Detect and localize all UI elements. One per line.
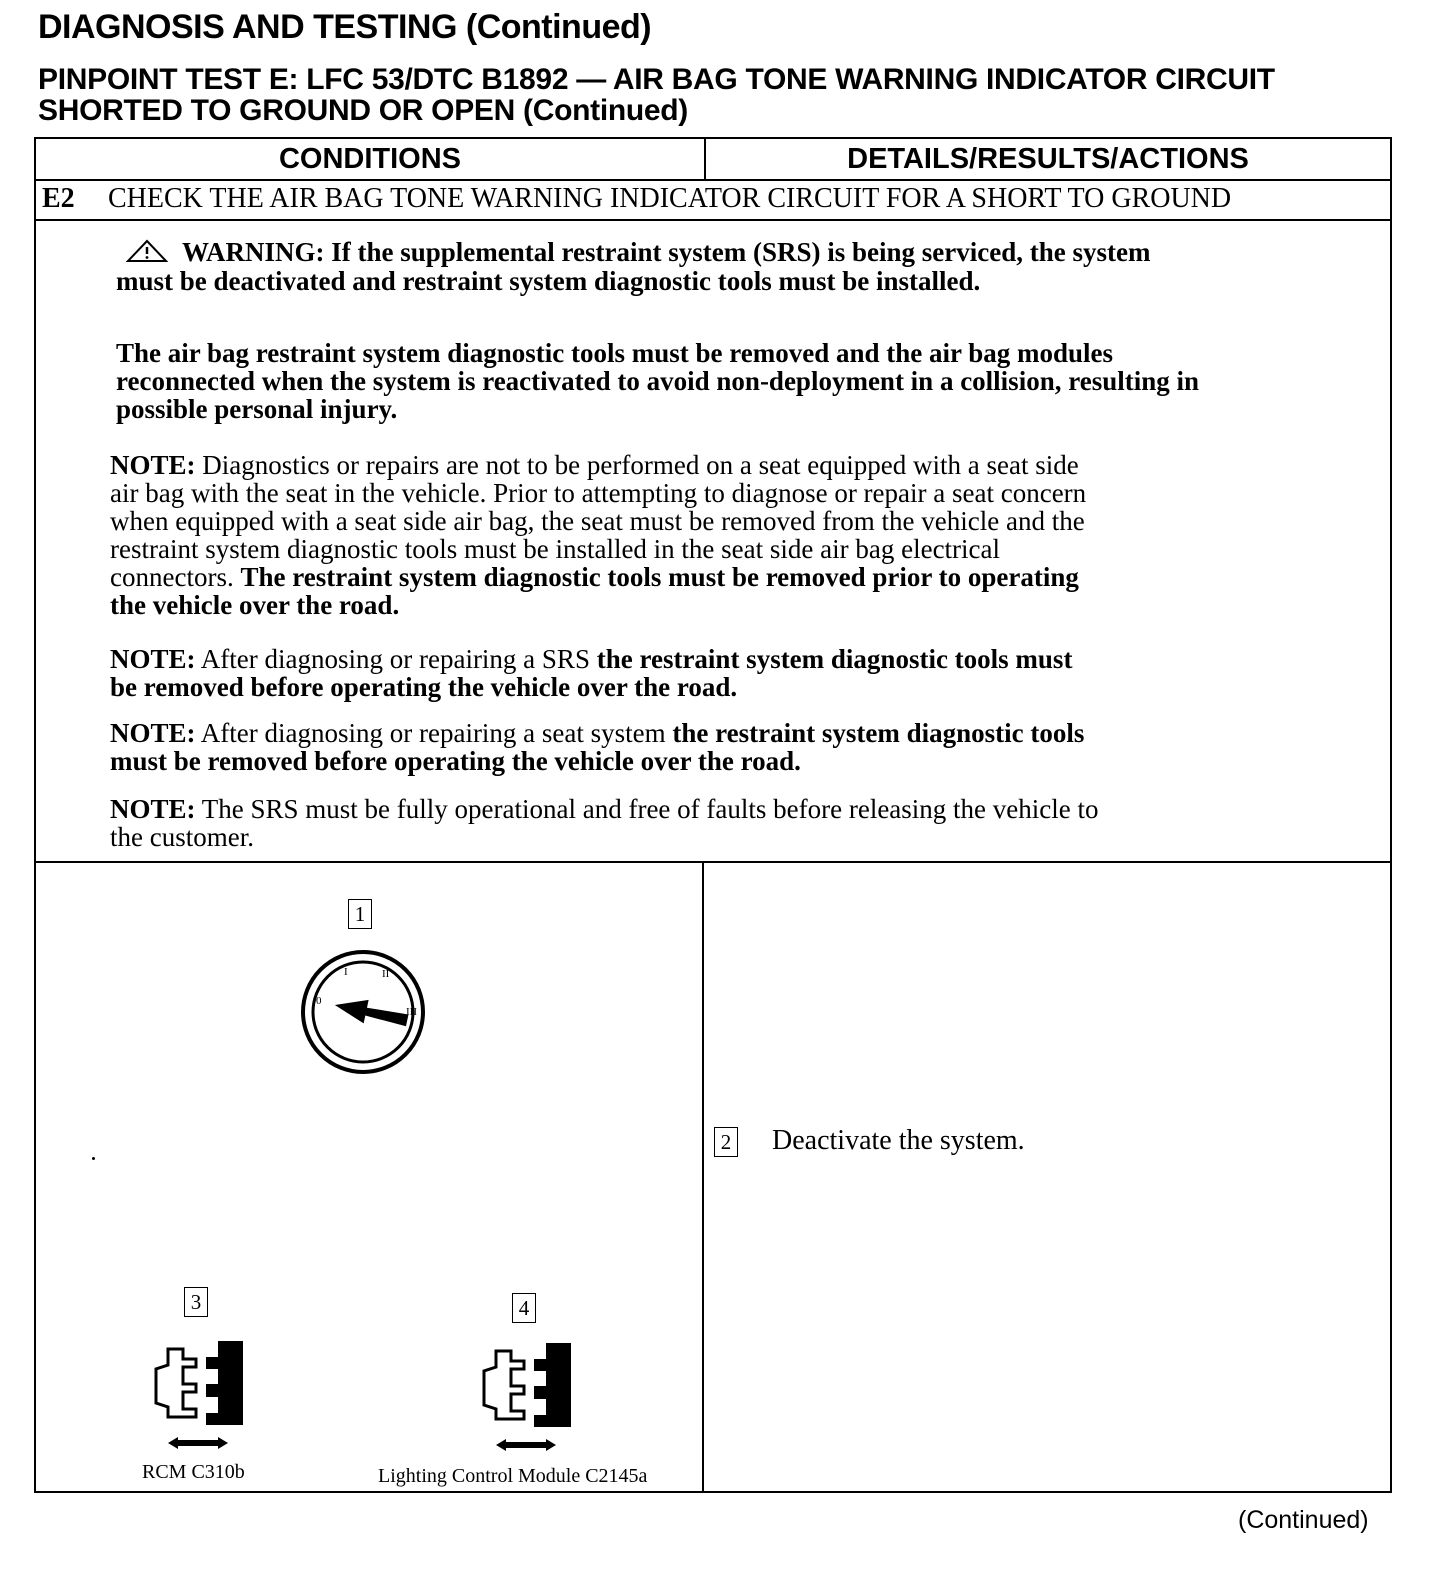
lcm-connector-icon [456, 1331, 596, 1456]
note1-line-3: when equipped with a seat side air bag, the seat must be removed from the vehicle and the [110, 506, 1085, 536]
switch-label-off: 0 [316, 995, 322, 1007]
figure-divider [702, 861, 704, 1493]
action-step-2: Deactivate the system. [772, 1125, 1025, 1156]
warning-paragraph-2 [116, 339, 1336, 423]
note-label: NOTE: [110, 718, 196, 748]
notes-rule [36, 861, 1390, 863]
column-header-details: DETAILS/RESULTS/ACTIONS [847, 142, 1249, 175]
note-4 [110, 795, 1220, 851]
note1-line-2: air bag with the seat in the vehicle. Prior to attempting to diagnose or repair a seat concern [110, 478, 1087, 508]
note1-line-1: Diagnostics or repairs are not to be performed on a seat equipped with a seat side [202, 450, 1079, 480]
section-heading: DIAGNOSIS AND TESTING (Continued) [38, 8, 652, 46]
warning-p2-line-1: The air bag restraint system diagnostic tools must be removed and the air bag modules [116, 338, 1114, 368]
note2-bold-1: the restraint system diagnostic tools must [596, 644, 1073, 674]
step-id: E2 [42, 183, 75, 214]
ignition-switch-icon [298, 947, 428, 1082]
note-label: NOTE: [110, 644, 196, 674]
note3-plain: After diagnosing or repairing a seat system [200, 718, 666, 748]
pinpoint-test-title [38, 64, 1418, 126]
switch-label-run: II [382, 968, 390, 980]
caption-rcm-connector: RCM C310b [142, 1461, 245, 1483]
note4-line-1: The SRS must be fully operational and free of faults before releasing the vehicle to [201, 794, 1099, 824]
note4-line-2: the customer. [110, 822, 254, 852]
note2-plain: After diagnosing or repairing a SRS [200, 644, 590, 674]
step-row [42, 181, 1231, 217]
note1-line-5-bold: The restraint system diagnostic tools must be removed prior to operating [240, 562, 1079, 592]
switch-label-acc: I [344, 966, 348, 978]
note-3 [110, 719, 1220, 775]
warning-p2-line-2: reconnected when the system is reactivated to avoid non-deployment in a collision, resulting in [116, 366, 1199, 396]
test-title-line-1: PINPOINT TEST E: LFC 53/DTC B1892 — AIR BAG TONE WARNING INDICATOR CIRCUIT [38, 63, 1275, 96]
callout-4: 4 [512, 1293, 536, 1323]
warning-line-2: must be deactivated and restraint system diagnostic tools must be installed. [116, 266, 981, 296]
note-label: NOTE: [110, 450, 196, 480]
note-1 [110, 451, 1220, 619]
warning-triangle-icon [126, 239, 168, 268]
stray-mark [92, 1157, 95, 1160]
warning-block [116, 239, 1316, 295]
note1-line-4: restraint system diagnostic tools must be installed in the seat side air bag electrical [110, 534, 1001, 564]
caption-lcm-connector: Lighting Control Module C2145a [378, 1465, 648, 1487]
warning-p2-line-3: possible personal injury. [116, 394, 398, 424]
callout-3: 3 [184, 1287, 208, 1317]
step-rule [36, 219, 1390, 221]
switch-label-start: III [406, 1006, 417, 1018]
test-title-line-2: SHORTED TO GROUND OR OPEN (Continued) [38, 94, 688, 127]
note-2 [110, 645, 1220, 701]
note2-bold-2: be removed before operating the vehicle over the road. [110, 672, 738, 702]
note3-bold-1: the restraint system diagnostic tools [672, 718, 1085, 748]
continued-footer: (Continued) [1238, 1506, 1369, 1534]
note1-line-5: connectors. [110, 562, 234, 592]
note3-bold-2: must be removed before operating the vehicle over the road. [110, 746, 801, 776]
warning-line-1: WARNING: If the supplemental restraint system (SRS) is being serviced, the system [182, 237, 1151, 267]
header-divider [704, 139, 706, 179]
callout-1: 1 [348, 899, 372, 929]
pinpoint-test-table [34, 137, 1392, 1493]
note-label: NOTE: [110, 794, 196, 824]
note1-line-6-bold: the vehicle over the road. [110, 590, 400, 620]
callout-2: 2 [714, 1127, 738, 1157]
step-title: CHECK THE AIR BAG TONE WARNING INDICATOR CIRCUIT FOR A SHORT TO GROUND [108, 183, 1232, 214]
rcm-connector-icon [128, 1329, 268, 1454]
column-header-conditions: CONDITIONS [278, 142, 462, 175]
